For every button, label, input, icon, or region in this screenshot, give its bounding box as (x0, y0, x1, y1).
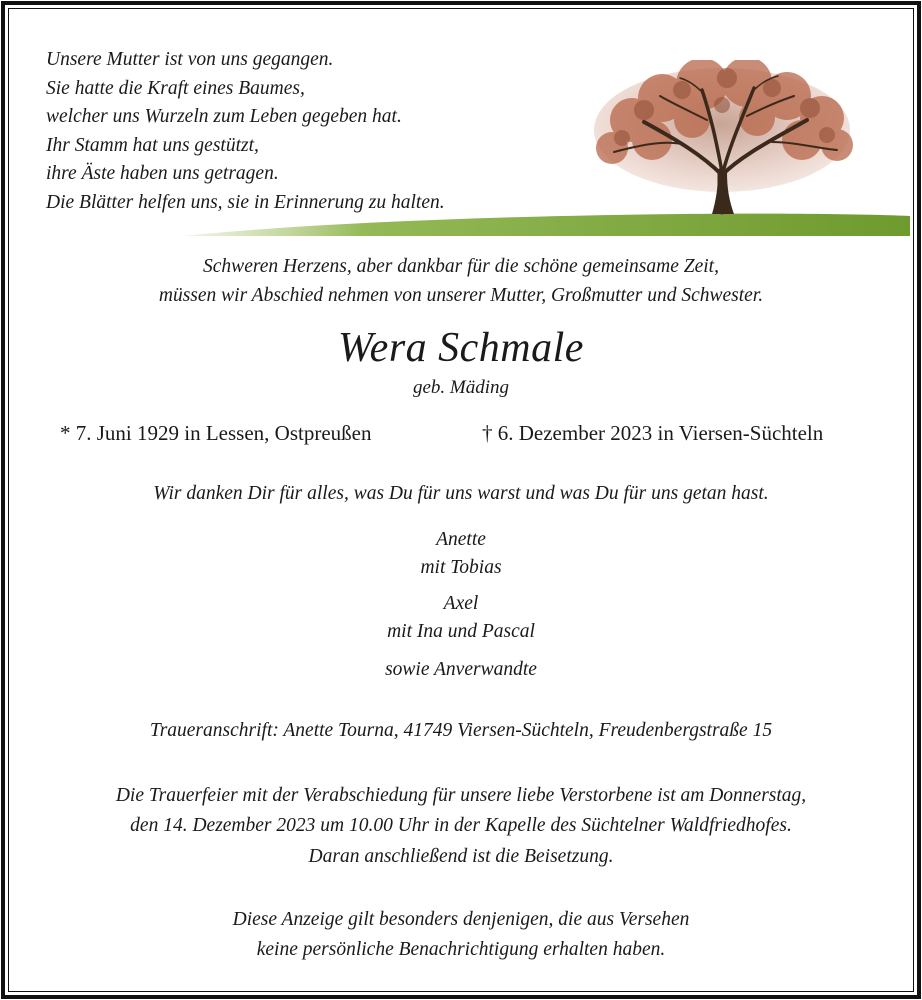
poem-line: Sie hatte die Kraft eines Baumes, (46, 77, 305, 99)
notice-text (10, 905, 912, 965)
poem-line: ihre Äste haben uns getragen. (46, 163, 279, 184)
poem-line: Unsere Mutter ist von uns gegangen. (46, 49, 334, 70)
family-member: mit Tobias (420, 557, 502, 578)
death-date: † 6. Dezember 2023 in Viersen-Süchteln (482, 421, 824, 445)
notice-line-1: Diese Anzeige gilt besonders denjenigen, die aus Versehen (232, 909, 690, 930)
burial-text: Daran anschließend ist die Beisetzung. (308, 846, 614, 867)
ceremony-text (10, 781, 912, 841)
notice-line-2: keine persönliche Benachrichtigung erhalten haben. (256, 939, 666, 960)
poem-line: Ihr Stamm hat uns gestützt, (46, 134, 259, 156)
deceased-name: Wera Schmale (338, 325, 584, 371)
family-group-2 (10, 590, 912, 646)
intro-text (10, 252, 912, 310)
thanks-text: Wir danken Dir für alles, was Du für uns warst und was Du für uns getan hast. (153, 483, 769, 504)
poem (46, 46, 445, 217)
poem-line: welcher uns Wurzeln zum Leben gegeben hat. (46, 106, 402, 127)
birth-date: * 7. Juni 1929 in Lessen, Ostpreußen (60, 421, 372, 445)
family-others: sowie Anverwandte (385, 659, 537, 680)
ceremony-line-2: den 14. Dezember 2023 um 10.00 Uhr in der Kapelle des Süchtelner Waldfriedhofes. (130, 815, 792, 836)
intro-line-1: Schweren Herzens, aber dankbar für die schöne gemeinsame Zeit, (203, 256, 719, 277)
ceremony-line-1: Die Trauerfeier mit der Verabschiedung für unsere liebe Verstorbene ist am Donnerstag, (115, 785, 807, 806)
birth-name: geb. Mäding (412, 377, 510, 398)
intro-line-2: müssen wir Abschied nehmen von unserer Mutter, Großmutter und Schwester. (158, 285, 764, 306)
family-group-1 (10, 526, 912, 582)
family-member: Axel (443, 593, 479, 614)
family-member: Anette (436, 529, 486, 550)
family-member: mit Ina und Pascal (387, 621, 535, 642)
mourning-address: Traueranschrift: Anette Tourna, 41749 Viersen-Süchteln, Freudenbergstraße 15 (149, 720, 773, 741)
poem-line: Die Blätter helfen uns, sie in Erinnerung zu halten. (46, 191, 445, 213)
